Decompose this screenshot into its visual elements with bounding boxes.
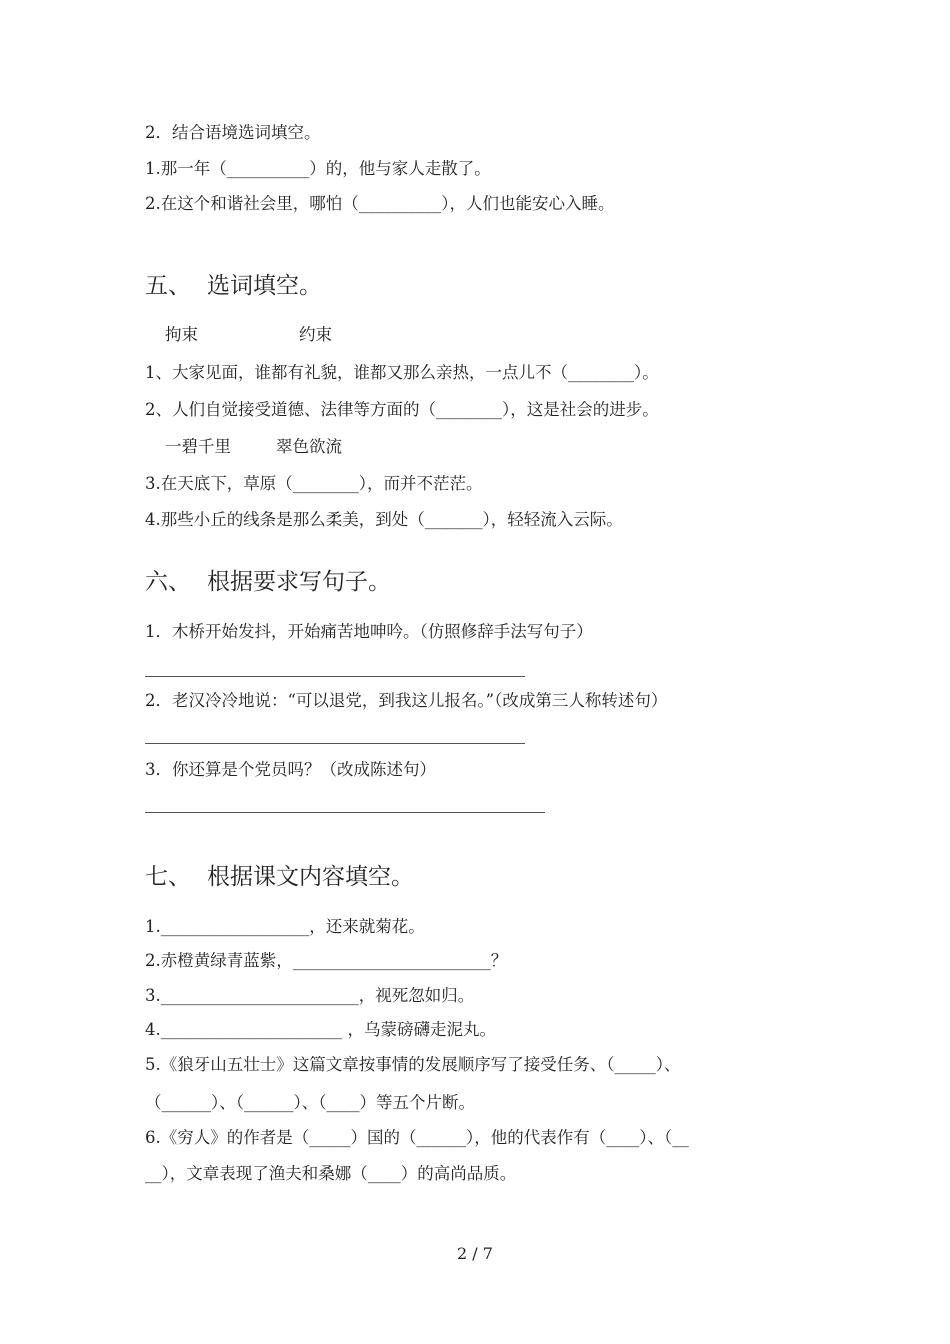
- section-title: 根据要求写句子。: [207, 569, 391, 595]
- section-number: 七、: [145, 864, 191, 890]
- word-option: 约束: [299, 325, 332, 344]
- fill-blank-question: 4.______________________ ，乌蒙磅礴走泥丸。: [145, 1020, 496, 1039]
- fill-blank-question: 5.《狼牙山五壮士》这篇文章按事情的发展顺序写了接受任务、（_____）、: [145, 1055, 681, 1074]
- answer-line: [145, 743, 525, 744]
- fill-blank-question-continued: （______）、（______）、（____）等五个片断。: [145, 1093, 475, 1112]
- fill-blank-question: 2.赤橙黄绿青蓝紫，________________________？: [145, 951, 508, 970]
- word-option: 拘束: [165, 325, 198, 344]
- word-choices: [165, 325, 332, 345]
- question-intro: 2．结合语境选词填空。: [145, 123, 321, 142]
- answer-line: [145, 812, 545, 813]
- fill-blank-question: 6.《穷人》的作者是（_____）国的（______），他的代表作有（____）、（__: [145, 1128, 689, 1147]
- fill-blank-question: 1.__________________，还来就菊花。: [145, 917, 425, 936]
- page-number: 2 / 7: [457, 1244, 493, 1263]
- rewrite-question: 2．老汉冷冷地说：“可以退党，到我这儿报名。”（改成第三人称转述句）: [145, 691, 668, 710]
- fill-blank-question: 1、大家见面，谁都有礼貌，谁都又那么亲热，一点儿不（________）。: [145, 363, 659, 382]
- fill-blank-question: 2、人们自觉接受道德、法律等方面的（________），这是社会的进步。: [145, 400, 659, 419]
- fill-blank-question: 3.在天底下，草原（________），而并不茫茫。: [145, 474, 483, 493]
- section-heading: [145, 568, 391, 596]
- section-number: 五、: [145, 273, 191, 299]
- section-title: 选词填空。: [207, 273, 322, 299]
- rewrite-question: 1．木桥开始发抖，开始痛苦地呻吟。（仿照修辞手法写句子）: [145, 622, 593, 641]
- section-title: 根据课文内容填空。: [207, 864, 414, 890]
- fill-blank-question: 1.那一年（__________）的，他与家人走散了。: [145, 159, 491, 178]
- fill-blank-question: 4.那些小丘的线条是那么柔美，到处（_______），轻轻流入云际。: [145, 510, 623, 529]
- word-choices: [165, 437, 342, 457]
- word-option: 翠色欲流: [276, 437, 342, 456]
- fill-blank-question: 3.________________________，视死忽如归。: [145, 986, 475, 1005]
- fill-blank-question: 2.在这个和谐社会里，哪怕（__________），人们也能安心入睡。: [145, 194, 615, 213]
- fill-blank-question-continued: __），文章表现了渔夫和桑娜（____）的高尚品质。: [145, 1164, 517, 1183]
- section-heading: [145, 863, 414, 891]
- answer-line: [145, 676, 525, 677]
- rewrite-question: 3．你还算是个党员吗？（改成陈述句）: [145, 760, 436, 779]
- section-number: 六、: [145, 569, 191, 595]
- section-heading: [145, 272, 322, 300]
- word-option: 一碧千里: [165, 437, 231, 456]
